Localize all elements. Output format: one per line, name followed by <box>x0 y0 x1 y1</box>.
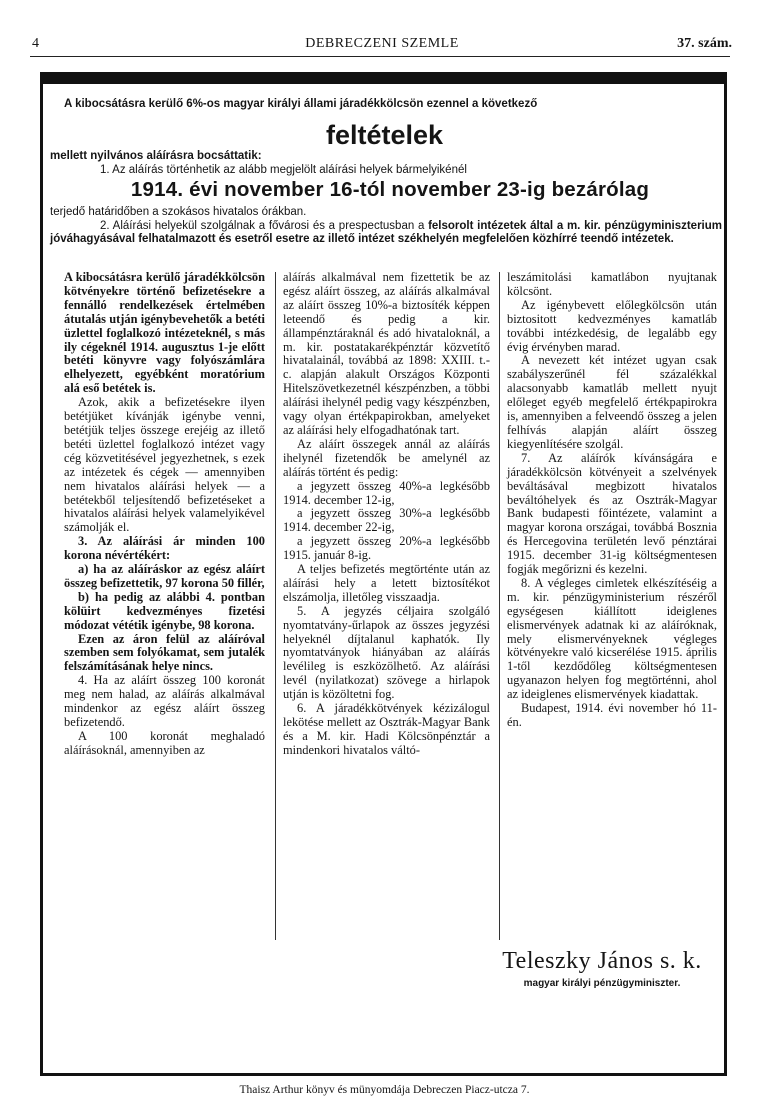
paragraph: A nevezett két intézet ugyan csak szabályszerűnél fél százalékkal alacsonyabb kamatláb mellett nyujt előleget egyéb megfelelő értékpapirokra is, amennyiben a felveendő összeg a jelen felhívás alapján aláírt összeg kiegyenlítésére szolgál. <box>507 353 717 451</box>
column-divider <box>499 272 500 940</box>
paragraph: a jegyzett összeg 40%-a legkésőbb 1914. december 12-ig, <box>283 478 490 507</box>
signature-name: Teleszky János s. k. <box>502 948 702 974</box>
paragraph: b) ha pedig az alábbi 4. pontban kölüirt kedvezményes fizetési módozat vététik igénybe, 98 korona. <box>64 589 265 632</box>
paragraph: Azok, akik a befizetésekre ilyen betétjüket kívánják igénybe venni, betétjük teljes összege erejéig az illető betéti üzlettel foglalkozó intézet vagy cég közvetitésével jegyezhetnek, s ezek az intézetek és cégek — amennyiben nem hivatalos aláírási helyek — a betétekből teljesítendő befizetéseket a hivatalos aláírási helyek valamelyikével számolják el. <box>64 395 265 535</box>
paragraph: 5. A jegyzés céljaira szolgáló nyomtatvány-űrlapok az összes jegyzési helyeknél díjtalanul kaphatók. Ily nyomtatványok hiányában az aláírás levélileg is eszközölhető. Az aláírási levél (nyilatkozat) szövege a hirlapok utján is közöltetni fog. <box>283 603 490 702</box>
paragraph: a jegyzett összeg 20%-a legkésőbb 1915. január 8-ig. <box>283 534 490 563</box>
paragraph: 7. Az aláírók kívánságára e járadékkölcsön kötvényeit a szelvények beváltásával megbizott hivatalos beváltóhelyek és az Osztrák-Magyar Bank budapesti főintézete, valamint a magyar korona országai, továbbá Bosznia és Hercegovina területén levő pénztárai 1915. december 31-ig költségmentesen fogják megőrizni és kezelni. <box>507 450 717 577</box>
paragraph: a jegyzett összeg 30%-a legkésőbb 1914. december 22-ig, <box>283 506 490 535</box>
text-column-3 <box>507 271 717 730</box>
journal-title: DEBRECZENI SZEMLE <box>305 36 459 51</box>
point-2-part-a: 2. Aláírási helyekül szolgálnak a fővárosi és a prespectusban a <box>100 220 429 232</box>
paragraph: Ezen az áron felül az aláíróval szemben sem folyókamat, sem jutalék felszámításának helye nincs. <box>64 631 265 674</box>
paragraph: A teljes befizetés megtörténte után az aláírási hely a letett biztosítékot elszámolja, illetőleg visszaadja. <box>283 562 490 604</box>
page-header <box>32 36 732 56</box>
header-rule <box>30 56 730 57</box>
paragraph: leszámitolási kamatlábon nyujtanak kölcsönt. <box>507 270 717 298</box>
paragraph: 3. Az aláírási ár minden 100 korona névértékért: <box>64 534 265 563</box>
paragraph: aláírás alkalmával nem fizettetik be az egész aláírt összeg, az aláírás alkalmával az aláírt összeg 10%-a biztosíték képpen leteendő és pedig a kir. állampénztáraknál és adó hivataloknál, a m. kir. postatakarékpénztár közvetítő hivatalainál, továbbá az 1898: XXIII. t.-c. alapján alakult Országos Központi Hitelszövetkezetnél készpénzben, a többi aláírási ihelynél pedig vagy készpénzben, vagy olyan értékpapirokban, amelyeket az aláírási hely elfogadhatónak tart. <box>283 270 490 437</box>
paragraph: Az aláírt összegek annál az aláírás ihelynél fizetendők be amelynél az aláírás történt és pedig: <box>283 436 490 479</box>
office-hours-note: terjedő határidőben a szokásos hivatalos órákban. <box>50 206 307 218</box>
notice-intro-2: mellett nyilvános aláírásra bocsáttatik: <box>50 150 262 162</box>
paragraph: Az igénybevett előlegkölcsön után biztositott kedvezményes kamatláb további intézkedésig, de legalább egy évig érvényben marad. <box>507 297 717 354</box>
text-column-2 <box>283 271 490 758</box>
printer-footer: Thaisz Arthur könyv és münyomdája Debreczen Piacz-utcza 7. <box>239 1084 530 1096</box>
paragraph: Budapest, 1914. évi november hó 11-én. <box>507 701 717 729</box>
paragraph: 8. A végleges cimletek elkészítéséig a m. kir. pénzügyministerium részéről egységesen kiállított ideiglenes elismervények adatnak ki az aláíróknak, mely elismervényeknek végleges kötvényekre való kicserélése 1915. április 1-től kezdődőleg költségmentesen ugyanazon helyen fog megtörténni, ahol az ideiglenes elismervények kiadattak. <box>507 575 717 702</box>
subscription-dates: 1914. évi november 16-tól november 23-ig bezárólag <box>130 178 650 201</box>
point-1: 1. Az aláírás történhetik az alább megjelölt aláírási helyek bármelyikénél <box>100 164 467 176</box>
paragraph: 4. Ha az aláírt összeg 100 koronát meg nem halad, az aláírás alkalmával mindenkor az egész aláírt összeg befizetendő. <box>64 673 265 729</box>
text-column-1 <box>64 271 265 758</box>
paragraph: 6. A járadékkötvények kézizálogul lekötése mellett az Osztrák-Magyar Bank és a M. kir. Hadi Kölcsönpénztár a mindenkori hivatalos váltó- <box>283 701 490 757</box>
signature-title: magyar királyi pénzügyminiszter. <box>523 978 681 989</box>
paragraph: a) ha az aláíráskor az egész aláírt összeg befizettetik, 97 korona 50 fillér, <box>64 562 265 590</box>
paragraph: A 100 koronát meghaladó aláírásoknál, amennyiben az <box>64 728 265 757</box>
column-divider <box>275 272 276 940</box>
paragraph: A kibocsátásra kerülő járadékkölcsön kötvényekre történő befizetésekre a fennálló rendelkezések értelmében átutalás utján igénybevehetők a betéti üzlettel foglalkozó intézeteknél, s más ily cégeknél 1914. augusztus 1-je előtt betéti könyvre vagy folyószámlára elhelyezett, egyébként moratórium alá eső betétek is. <box>64 270 265 396</box>
point-2 <box>50 220 722 246</box>
notice-intro: A kibocsátásra kerülő 6%-os magyar királyi állami járadékkölcsön ezennel a következő <box>64 98 538 110</box>
page-number: 4 <box>32 36 39 51</box>
issue-number: 37. szám. <box>677 36 732 51</box>
notice-heading: feltételek <box>325 120 444 150</box>
point-2-part-b: felsorolt intézetek által a m. kir. pénzügyminiszterium jóváhagyásával felhatalmazott és esetről esetre az illető intézet székhelyén megfelelően közhírré teendő intézetek. <box>50 220 722 245</box>
